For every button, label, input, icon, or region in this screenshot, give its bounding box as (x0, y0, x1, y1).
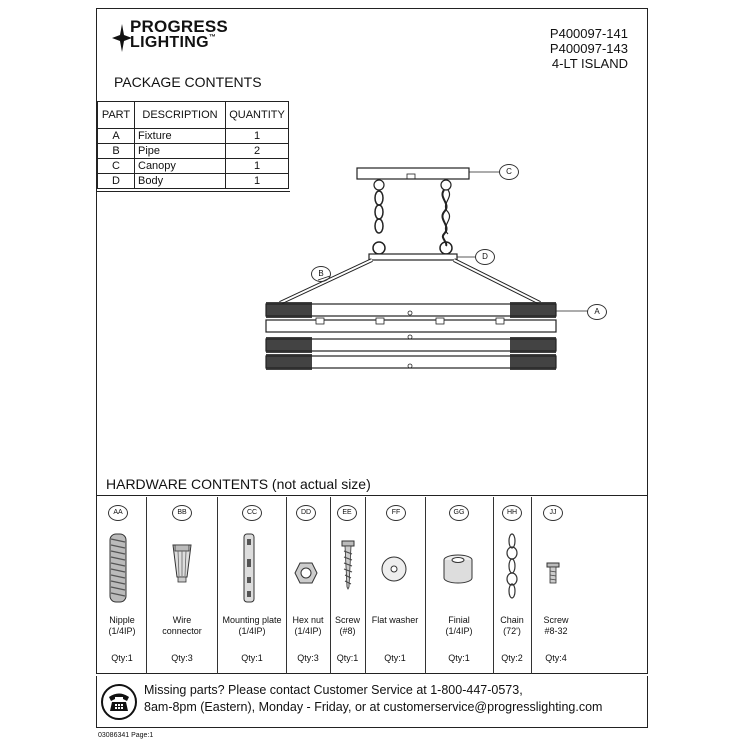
fixture-diagram (250, 160, 620, 380)
column-divider (217, 497, 218, 674)
callout-d: D (475, 249, 495, 265)
hw-qty-dd: Qty:3 (297, 653, 319, 663)
hex-nut-icon (294, 562, 318, 584)
row-description: Canopy (135, 159, 226, 174)
hw-qty-aa: Qty:1 (111, 653, 133, 663)
hardware-contents-title: HARDWARE CONTENTS (not actual size) (106, 476, 371, 492)
canopy-shape (357, 168, 469, 179)
hardware-panel (97, 495, 647, 674)
column-divider (493, 497, 494, 674)
hw-label-aa: Nipple (1/4IP) (108, 615, 136, 636)
hw-qty-hh: Qty:2 (501, 653, 523, 663)
hw-label-gg: Finial (1/4IP) (445, 615, 473, 636)
model-sku-2: P400097-143 (549, 41, 628, 56)
table-row (98, 144, 289, 159)
model-sku-1: P400097-141 (549, 26, 628, 41)
wire-connector-icon (170, 543, 194, 583)
column-divider (531, 497, 532, 674)
callout-b: B (311, 266, 331, 282)
row-part: B (98, 144, 135, 159)
col-part: PART (98, 102, 135, 129)
hw-badge-cc: CC (242, 505, 262, 521)
contact-line-1: Missing parts? Please contact Customer Service at 1-800-447-0573, (144, 683, 523, 697)
column-divider (365, 497, 366, 674)
table-header-row (98, 102, 289, 129)
hw-qty-bb: Qty:3 (171, 653, 193, 663)
left-chain (375, 191, 383, 233)
machine-screw-icon (546, 562, 560, 584)
phone-icon (101, 684, 137, 720)
hw-qty-ff: Qty:1 (384, 653, 406, 663)
hw-badge-bb: BB (172, 505, 192, 521)
flat-washer-icon (381, 556, 407, 582)
row-quantity: 1 (226, 129, 289, 144)
hw-label-ff: Flat washer (371, 615, 419, 625)
hw-badge-gg: GG (449, 505, 469, 521)
hw-qty-ee: Qty:1 (336, 653, 359, 663)
hw-label-ee: Screw (#8) (334, 615, 360, 636)
hw-qty-jj: Qty:4 (545, 653, 567, 663)
callout-a: A (587, 304, 607, 320)
footer-code: 03086341 Page:1 (98, 732, 154, 739)
brand-line1: PROGRESS (130, 17, 228, 36)
hw-label-bb: Wire connector (162, 615, 202, 636)
hw-badge-ee: EE (337, 505, 357, 521)
table-row (98, 129, 289, 144)
hw-badge-ff: FF (386, 505, 406, 521)
brand-line2: LIGHTING™ (130, 34, 217, 51)
column-divider (425, 497, 426, 674)
row-part: A (98, 129, 135, 144)
row-quantity: 1 (226, 174, 289, 189)
hw-badge-hh: HH (502, 505, 522, 521)
hw-badge-dd: DD (296, 505, 316, 521)
hw-label-dd: Hex nut (1/4IP) (292, 615, 324, 636)
col-description: DESCRIPTION (135, 102, 226, 129)
hw-label-cc: Mounting plate (1/4IP) (222, 615, 282, 636)
mounting-plate-icon (241, 533, 257, 603)
contact-line-2: 8am-8pm (Eastern), Monday - Friday, or at customerservice@progresslighting.com (144, 700, 603, 714)
progress-lighting-logo-icon (112, 24, 132, 52)
hw-label-jj: Screw #8-32 (543, 615, 569, 636)
row-part: C (98, 159, 135, 174)
callout-c: C (499, 164, 519, 180)
column-divider (330, 497, 331, 674)
hw-qty-gg: Qty:1 (448, 653, 470, 663)
screw-icon (340, 540, 356, 590)
model-name: 4-LT ISLAND (551, 56, 628, 71)
chain-icon (504, 533, 520, 599)
row-quantity: 1 (226, 159, 289, 174)
row-quantity: 2 (226, 144, 289, 159)
hw-label-hh: Chain (72') (500, 615, 524, 636)
hw-badge-jj: JJ (543, 505, 563, 521)
row-description: Fixture (135, 129, 226, 144)
row-description: Body (135, 174, 226, 189)
hw-badge-aa: AA (108, 505, 128, 521)
package-contents-title: PACKAGE CONTENTS (114, 74, 262, 90)
row-description: Pipe (135, 144, 226, 159)
contact-text (144, 682, 602, 716)
row-part: D (98, 174, 135, 189)
nipple-icon (109, 533, 127, 603)
hw-qty-cc: Qty:1 (241, 653, 263, 663)
col-quantity: QUANTITY (226, 102, 289, 129)
finial-icon (442, 554, 474, 586)
column-divider (286, 497, 287, 674)
column-divider (146, 497, 147, 674)
